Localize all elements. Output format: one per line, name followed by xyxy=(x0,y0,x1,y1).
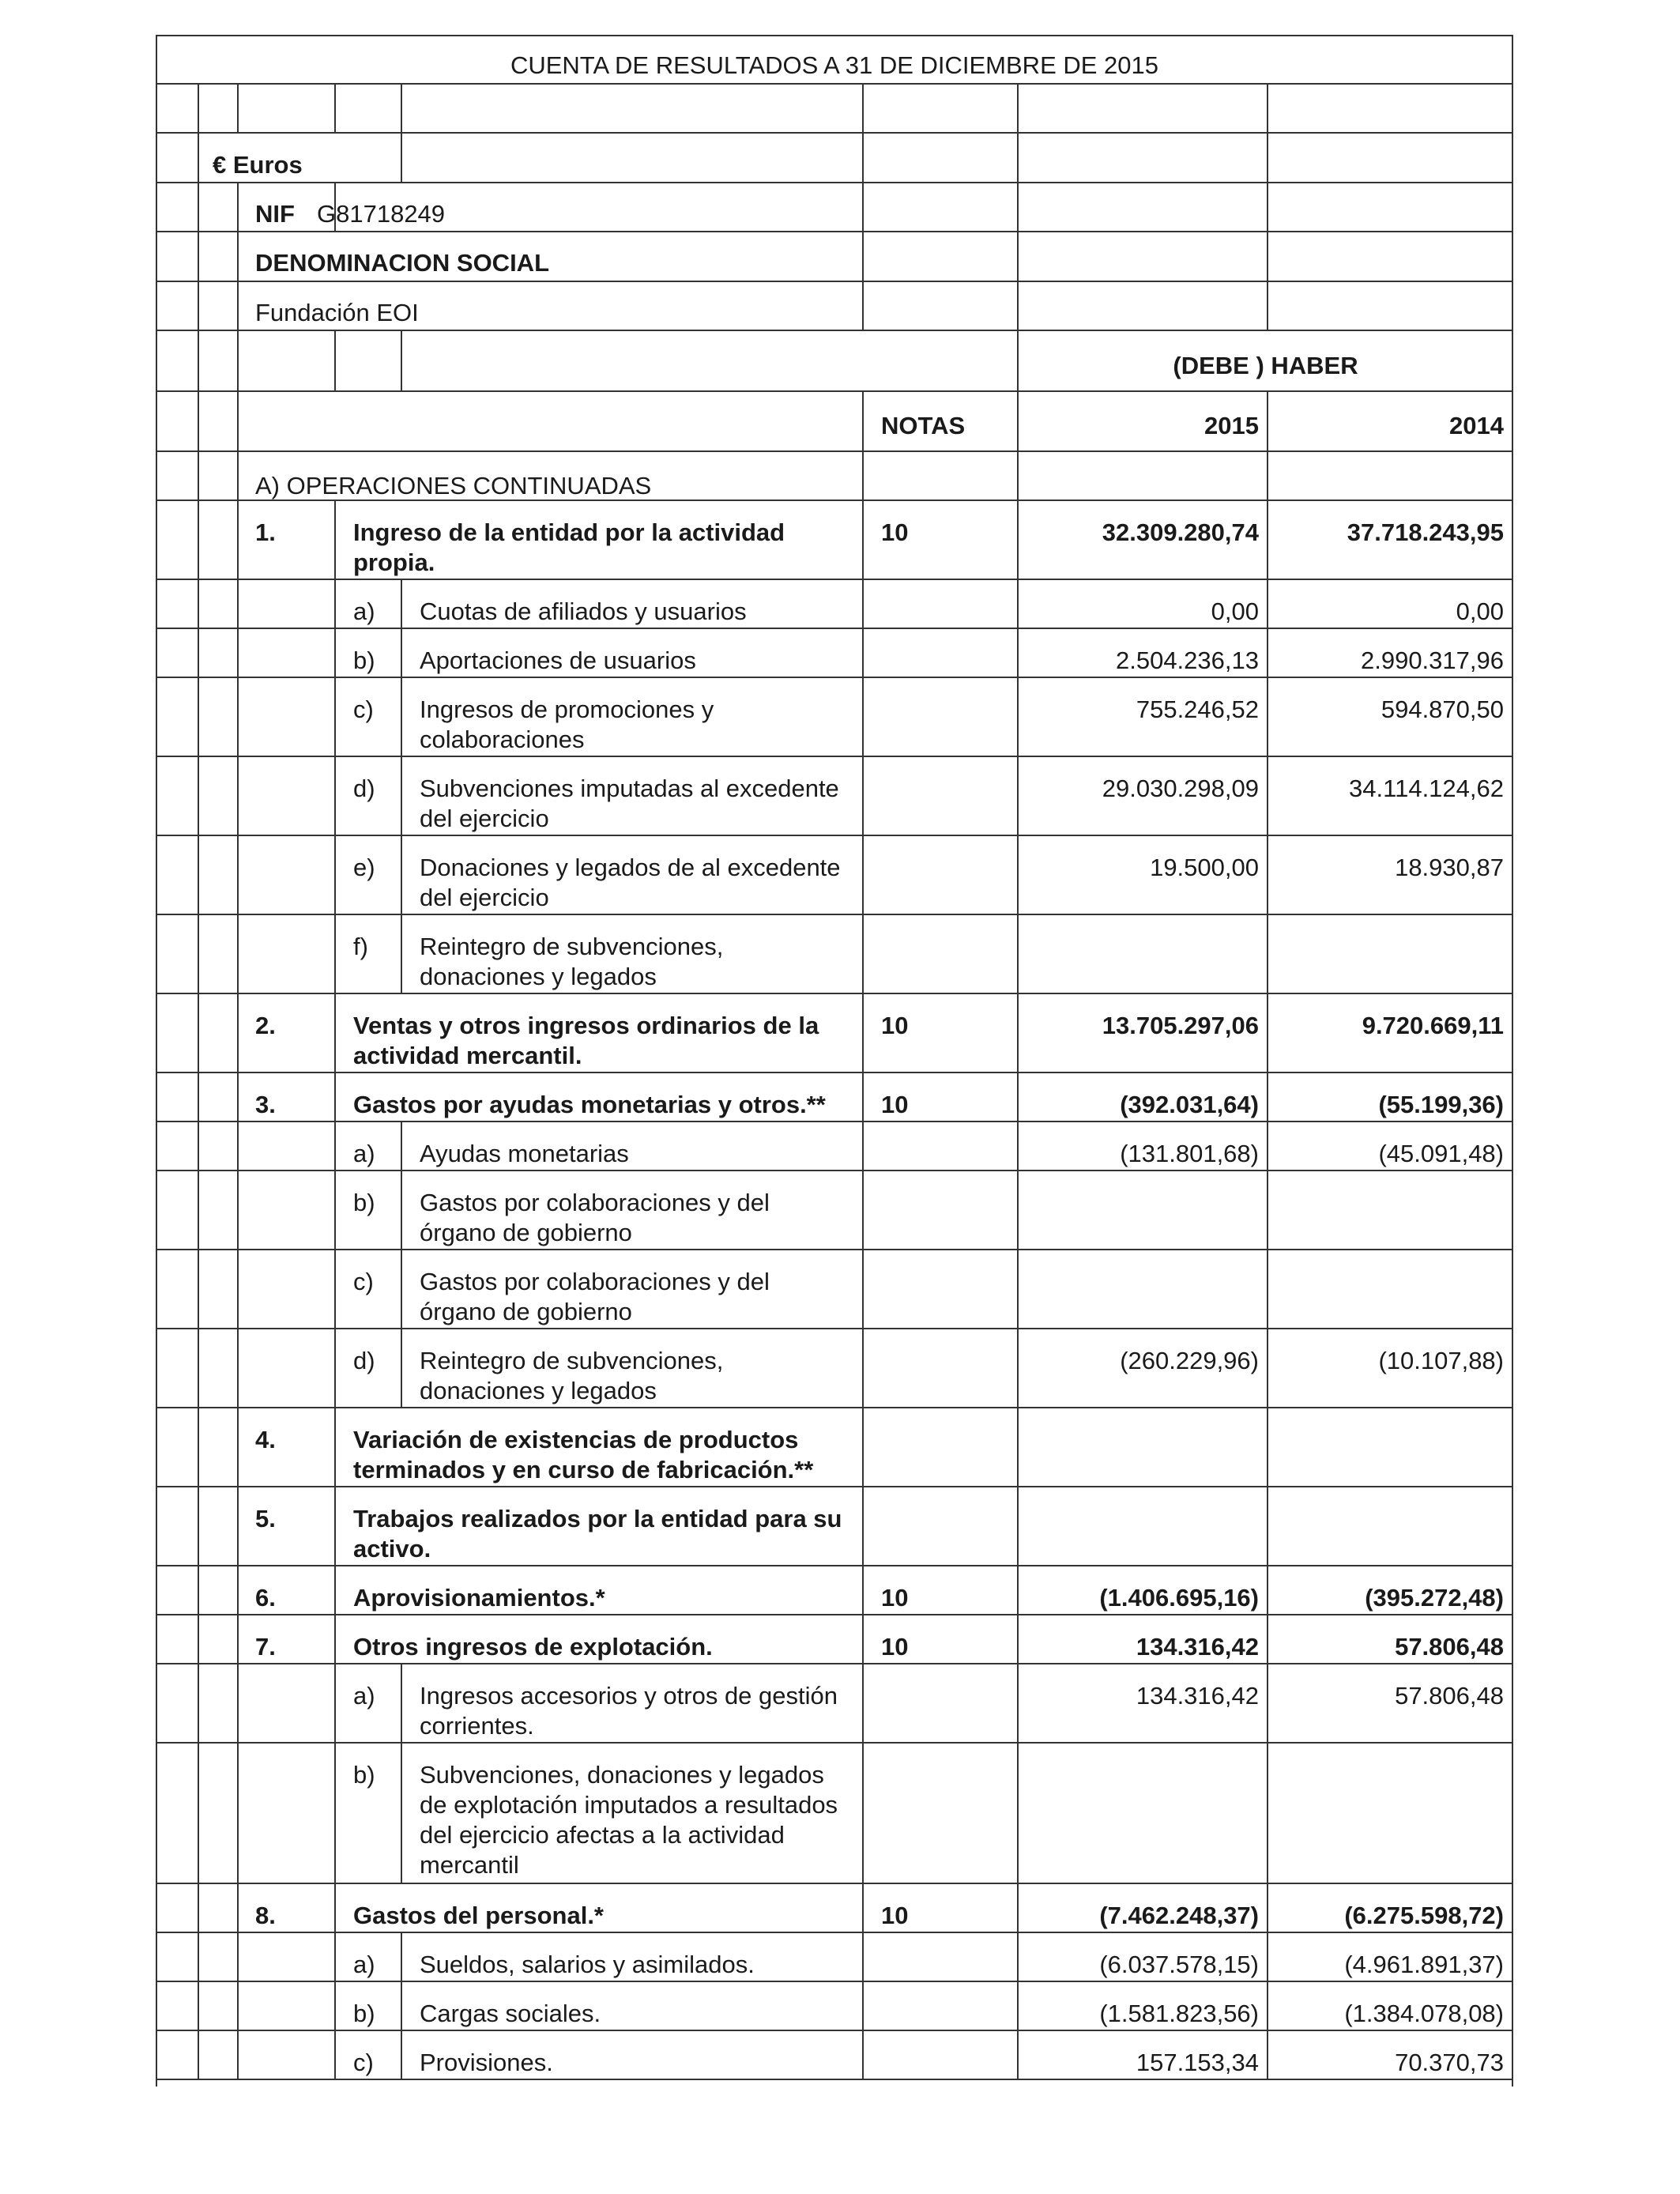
denominacion-value: Fundación EOI xyxy=(255,299,419,326)
subline-value-2014: (1.384.078,08) xyxy=(1344,2000,1504,2027)
subline-label: Ingresos accesorios y otros de gestión corrientes. xyxy=(420,1682,838,1740)
line-nota: 10 xyxy=(881,518,909,546)
subline-letter: d) xyxy=(353,1347,375,1374)
line-value-2015: 134.316,42 xyxy=(1136,1633,1259,1661)
line-label: Variación de existencias de productos terminados y en curso de fabricación.** xyxy=(353,1426,814,1483)
subline-value-2014: (4.961.891,37) xyxy=(1344,1951,1504,1978)
line-value-2014: 57.806,48 xyxy=(1395,1633,1504,1661)
subline-letter: a) xyxy=(353,1951,375,1978)
subline-letter: a) xyxy=(353,1682,375,1710)
subline-value-2015: (1.581.823,56) xyxy=(1099,2000,1259,2027)
line-number: 1. xyxy=(255,518,276,546)
section-heading: A) OPERACIONES CONTINUADAS xyxy=(255,472,652,499)
subline-letter: b) xyxy=(353,1189,375,1216)
subline-letter: c) xyxy=(353,1268,374,1295)
line-value-2015: 32.309.280,74 xyxy=(1102,518,1259,546)
subline-letter: b) xyxy=(353,2000,375,2027)
currency-label: € Euros xyxy=(213,151,303,179)
subline-value-2015: 19.500,00 xyxy=(1150,854,1259,881)
nif-value: G81718249 xyxy=(317,200,446,228)
subline-value-2014: 594.870,50 xyxy=(1381,696,1504,723)
line-value-2014: (6.275.598,72) xyxy=(1344,1902,1504,1929)
subline-letter: c) xyxy=(353,696,374,723)
line-label: Ingreso de la entidad por la actividad propia. xyxy=(353,518,785,576)
line-number: 6. xyxy=(255,1584,276,1612)
subline-value-2015: 0,00 xyxy=(1211,598,1259,625)
subline-label: Cargas sociales. xyxy=(420,2000,601,2027)
subline-value-2014: 0,00 xyxy=(1456,598,1504,625)
line-label: Ventas y otros ingresos ordinarios de la actividad mercantil. xyxy=(353,1012,819,1069)
subline-letter: b) xyxy=(353,1761,375,1789)
line-number: 5. xyxy=(255,1505,276,1532)
subline-value-2015: (131.801,68) xyxy=(1120,1140,1259,1167)
subline-value-2015: 755.246,52 xyxy=(1136,696,1259,723)
subline-letter: f) xyxy=(353,933,368,960)
subline-label: Subvenciones, donaciones y legados de explotación imputados a resultados del ejercicio afectas a la actividad mercantil xyxy=(420,1761,838,1879)
line-value-2014: 9.720.669,11 xyxy=(1362,1012,1504,1039)
line-nota: 10 xyxy=(881,1902,909,1929)
line-nota: 10 xyxy=(881,1633,909,1661)
subline-letter: a) xyxy=(353,1140,375,1167)
subline-letter: c) xyxy=(353,2049,374,2076)
subline-label: Reintegro de subvenciones, donaciones y legados xyxy=(420,933,724,990)
subline-label: Provisiones. xyxy=(420,2049,553,2076)
line-value-2014: (55.199,36) xyxy=(1378,1091,1504,1118)
line-value-2015: 13.705.297,06 xyxy=(1102,1012,1259,1039)
subline-letter: e) xyxy=(353,854,375,881)
subline-label: Subvenciones imputadas al excedente del ejercicio xyxy=(420,775,839,832)
line-label: Trabajos realizados por la entidad para su activo. xyxy=(353,1505,842,1563)
year-2015-header: 2015 xyxy=(1204,412,1259,439)
line-label: Gastos del personal.* xyxy=(353,1902,604,1929)
year-2014-header: 2014 xyxy=(1449,412,1504,439)
line-nota: 10 xyxy=(881,1012,909,1039)
line-label: Gastos por ayudas monetarias y otros.** xyxy=(353,1091,826,1118)
subline-value-2015: 29.030.298,09 xyxy=(1102,775,1259,802)
line-nota: 10 xyxy=(881,1091,909,1118)
page-title: CUENTA DE RESULTADOS A 31 DE DICIEMBRE DE 2015 xyxy=(510,51,1159,79)
line-number: 2. xyxy=(255,1012,276,1039)
subline-value-2015: 2.504.236,13 xyxy=(1115,647,1259,674)
line-value-2014: 37.718.243,95 xyxy=(1347,518,1504,546)
subline-letter: a) xyxy=(353,598,375,625)
subline-letter: b) xyxy=(353,647,375,674)
subline-value-2014: 18.930,87 xyxy=(1395,854,1504,881)
line-number: 8. xyxy=(255,1902,276,1929)
debe-haber-header: (DEBE ) HABER xyxy=(1173,352,1358,379)
subline-label: Ayudas monetarias xyxy=(420,1140,629,1167)
notas-header: NOTAS xyxy=(881,412,966,439)
line-value-2014: (395.272,48) xyxy=(1365,1584,1504,1612)
subline-label: Gastos por colaboraciones y del órgano de gobierno xyxy=(420,1189,770,1246)
subline-value-2014: 34.114.124,62 xyxy=(1349,775,1504,802)
subline-label: Donaciones y legados de al excedente del ejercicio xyxy=(420,854,841,911)
subline-label: Sueldos, salarios y asimilados. xyxy=(420,1951,755,1978)
line-number: 3. xyxy=(255,1091,276,1118)
subline-label: Ingresos de promociones y colaboraciones xyxy=(420,696,714,753)
subline-value-2014: (45.091,48) xyxy=(1378,1140,1504,1167)
subline-label: Gastos por colaboraciones y del órgano de gobierno xyxy=(420,1268,770,1325)
subline-label: Cuotas de afiliados y usuarios xyxy=(420,598,747,625)
line-number: 7. xyxy=(255,1633,276,1661)
income-statement-table xyxy=(156,35,1513,2087)
line-value-2015: (7.462.248,37) xyxy=(1099,1902,1259,1929)
line-nota: 10 xyxy=(881,1584,909,1612)
subline-value-2015: (6.037.578,15) xyxy=(1099,1951,1259,1978)
subline-letter: d) xyxy=(353,775,375,802)
line-value-2015: (392.031,64) xyxy=(1120,1091,1259,1118)
subline-value-2015: (260.229,96) xyxy=(1120,1347,1259,1374)
subline-value-2014: 57.806,48 xyxy=(1395,1682,1504,1710)
subline-label: Aportaciones de usuarios xyxy=(420,647,696,674)
line-label: Aprovisionamientos.* xyxy=(353,1584,605,1612)
subline-value-2014: 2.990.317,96 xyxy=(1360,647,1504,674)
line-label: Otros ingresos de explotación. xyxy=(353,1633,713,1661)
denominacion-label: DENOMINACION SOCIAL xyxy=(255,249,549,277)
subline-label: Reintegro de subvenciones, donaciones y legados xyxy=(420,1347,724,1404)
subline-value-2014: (10.107,88) xyxy=(1378,1347,1504,1374)
line-value-2015: (1.406.695,16) xyxy=(1099,1584,1259,1612)
subline-value-2015: 134.316,42 xyxy=(1136,1682,1259,1710)
subline-value-2014: 70.370,73 xyxy=(1395,2049,1504,2076)
line-number: 4. xyxy=(255,1426,276,1453)
subline-value-2015: 157.153,34 xyxy=(1136,2049,1259,2076)
nif-label: NIF xyxy=(255,200,295,228)
